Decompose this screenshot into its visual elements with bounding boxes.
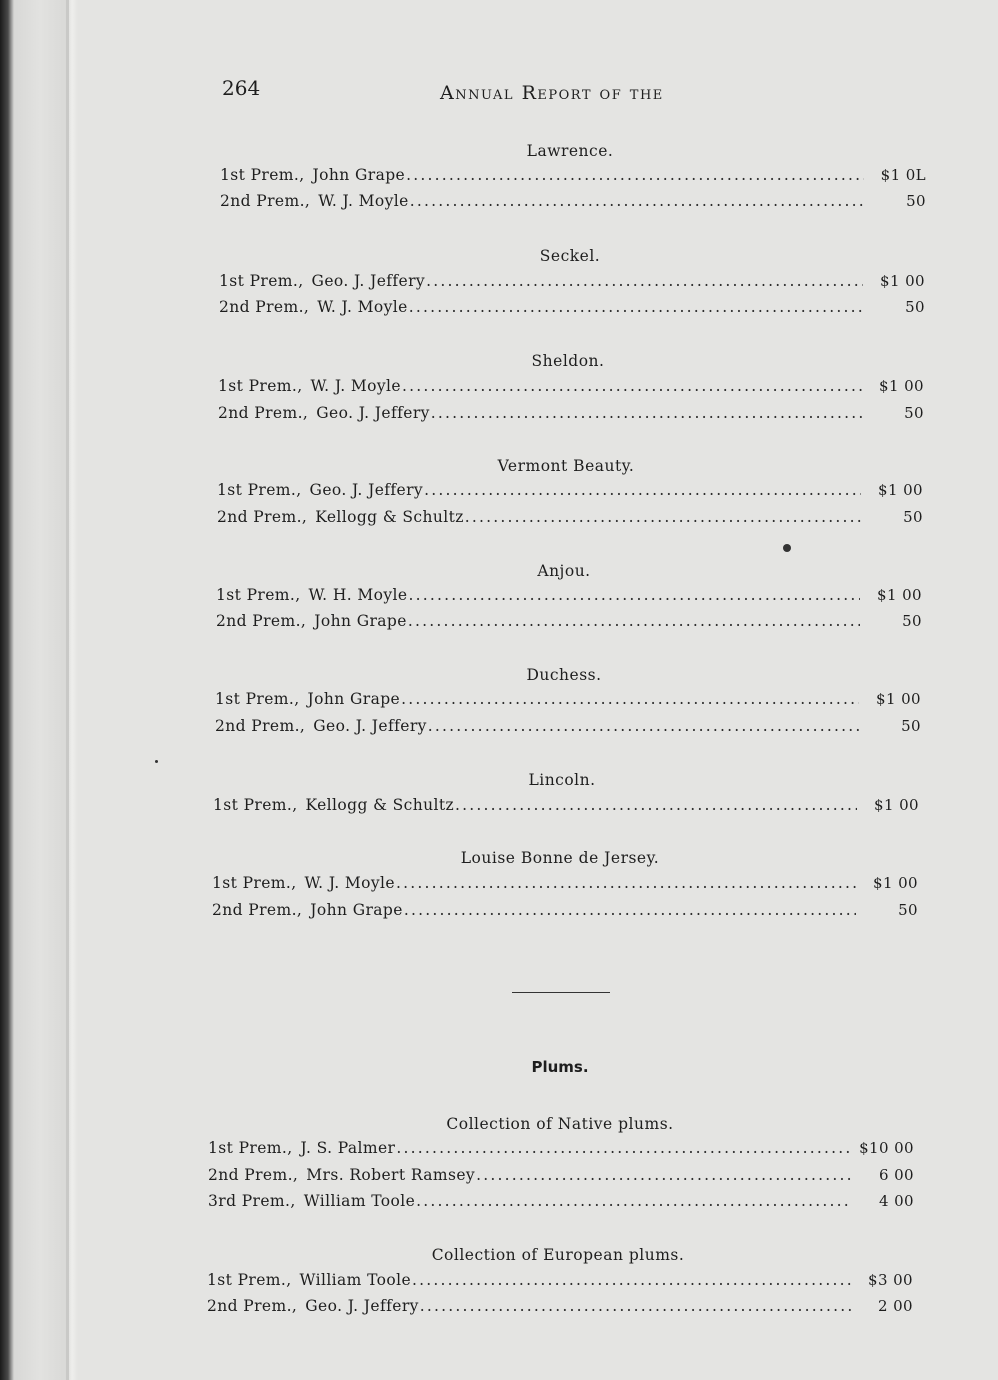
plums-heading: Plums. (531, 1058, 589, 1076)
winner-name: Geo. J. Jeffery (305, 1297, 419, 1315)
premium-amount: $1 0L (880, 166, 926, 184)
dot-leader (428, 717, 859, 735)
premium-rank: 1st Prem., (218, 377, 303, 395)
premium-amount: 6 00 (879, 1166, 914, 1184)
section-divider-rule (512, 992, 610, 993)
section-heading-lincoln: Lincoln. (528, 771, 596, 789)
premium-rank: 1st Prem., (217, 481, 302, 499)
premium-entry (219, 272, 925, 294)
ink-speck (783, 544, 791, 552)
premium-amount: $1 00 (880, 272, 925, 290)
premium-amount: 50 (906, 192, 926, 210)
dot-leader (396, 1139, 852, 1157)
winner-name: Geo. J. Jeffery (311, 272, 426, 290)
premium-amount: $1 00 (874, 796, 919, 814)
premium-entry (220, 192, 926, 214)
premium-entry (216, 612, 922, 634)
page-number: 264 (222, 76, 261, 100)
premium-amount: $3 00 (868, 1271, 913, 1289)
winner-name: John Grape (314, 612, 407, 630)
premium-entry (217, 508, 923, 530)
premium-entry (207, 1271, 913, 1293)
premium-amount: 50 (902, 612, 922, 630)
section-heading-native-plums: Collection of Native plums. (446, 1115, 674, 1133)
winner-name: Kellogg & Schultz (305, 796, 455, 814)
section-heading-sheldon: Sheldon. (531, 352, 605, 370)
premium-entry (212, 901, 918, 923)
winner-name: Geo. J. Jeffery (309, 481, 424, 499)
dot-leader (409, 298, 863, 316)
winner-name: W. J. Moyle (317, 298, 408, 316)
premium-amount: 4 00 (879, 1192, 914, 1210)
dot-leader (401, 690, 859, 708)
premium-amount: 50 (901, 717, 921, 735)
premium-entry (219, 298, 925, 320)
dot-leader (396, 874, 856, 892)
winner-name: John Grape (310, 901, 403, 919)
premium-entry (208, 1139, 914, 1161)
winner-name: William Toole (299, 1271, 412, 1289)
section-heading-louise-bonne-de-jersey: Louise Bonne de Jersey. (460, 849, 660, 867)
dot-leader (402, 377, 862, 395)
premium-rank: 1st Prem., (208, 1139, 293, 1157)
dot-leader (412, 1271, 851, 1289)
winner-name: John Grape (307, 690, 401, 708)
premium-amount: $10 00 (859, 1139, 914, 1157)
dot-leader (408, 586, 860, 604)
premium-entry (207, 1297, 913, 1319)
winner-name: J. S. Palmer (300, 1139, 396, 1157)
premium-amount: 50 (898, 901, 918, 919)
premium-amount: $1 00 (876, 690, 921, 708)
premium-amount: $1 00 (879, 377, 924, 395)
premium-rank: 1st Prem., (220, 166, 305, 184)
winner-name: Kellogg & Schultz (315, 508, 464, 526)
premium-rank: 2nd Prem., (212, 901, 303, 919)
section-heading-european-plums: Collection of European plums. (431, 1246, 685, 1264)
winner-name: W. J. Moyle (318, 192, 409, 210)
running-title: Annual Report of the (440, 82, 664, 104)
dot-leader (426, 272, 863, 290)
premium-rank: 2nd Prem., (216, 612, 307, 630)
premium-rank: 1st Prem., (216, 586, 301, 604)
section-heading-vermont-beauty: Vermont Beauty. (497, 457, 635, 475)
dot-leader (424, 481, 861, 499)
premium-entry (215, 717, 921, 739)
premium-entry (218, 404, 924, 426)
premium-rank: 1st Prem., (213, 796, 298, 814)
premium-entry (216, 586, 922, 608)
premium-entry (220, 166, 926, 188)
winner-name: Mrs. Robert Ramsey (306, 1166, 476, 1184)
premium-amount: $1 00 (873, 874, 918, 892)
section-heading-anjou: Anjou. (537, 562, 591, 580)
premium-rank: 2nd Prem., (220, 192, 311, 210)
premium-amount: 50 (905, 298, 925, 316)
dot-leader (410, 192, 864, 210)
dot-leader (404, 901, 856, 919)
premium-rank: 1st Prem., (215, 690, 300, 708)
premium-rank: 2nd Prem., (218, 404, 309, 422)
section-heading-duchess: Duchess. (526, 666, 602, 684)
winner-name: William Toole (303, 1192, 416, 1210)
premium-entry (217, 481, 923, 503)
dot-leader (416, 1192, 852, 1210)
section-heading-lawrence: Lawrence. (526, 142, 614, 160)
dot-leader (406, 166, 864, 184)
premium-rank: 1st Prem., (207, 1271, 292, 1289)
premium-entry (208, 1166, 914, 1188)
section-heading-seckel: Seckel. (539, 247, 601, 265)
dot-leader (476, 1166, 852, 1184)
premium-rank: 2nd Prem., (208, 1166, 299, 1184)
premium-entry (218, 377, 924, 399)
premium-entry (213, 796, 919, 818)
premium-rank: 2nd Prem., (215, 717, 306, 735)
winner-name: W. J. Moyle (310, 377, 401, 395)
premium-rank: 3rd Prem., (208, 1192, 296, 1210)
premium-amount: 50 (903, 508, 923, 526)
premium-rank: 2nd Prem., (217, 508, 308, 526)
premium-entry (208, 1192, 914, 1214)
premium-amount: 50 (904, 404, 924, 422)
winner-name: Geo. J. Jeffery (316, 404, 430, 422)
premium-amount: $1 00 (877, 586, 922, 604)
premium-entry (212, 874, 918, 896)
premium-rank: 2nd Prem., (219, 298, 310, 316)
premium-entry (215, 690, 921, 712)
winner-name: Geo. J. Jeffery (313, 717, 427, 735)
dot-leader (420, 1297, 851, 1315)
winner-name: W. J. Moyle (304, 874, 395, 892)
premium-amount: 2 00 (878, 1297, 913, 1315)
dot-leader (431, 404, 862, 422)
page-header (222, 76, 722, 106)
premium-rank: 2nd Prem., (207, 1297, 298, 1315)
winner-name: John Grape (312, 166, 406, 184)
premium-rank: 1st Prem., (219, 272, 304, 290)
dot-leader (408, 612, 860, 630)
dot-leader (455, 796, 857, 814)
ink-speck (155, 760, 158, 763)
premium-amount: $1 00 (878, 481, 923, 499)
winner-name: W. H. Moyle (308, 586, 408, 604)
premium-rank: 1st Prem., (212, 874, 297, 892)
dot-leader (465, 508, 861, 526)
